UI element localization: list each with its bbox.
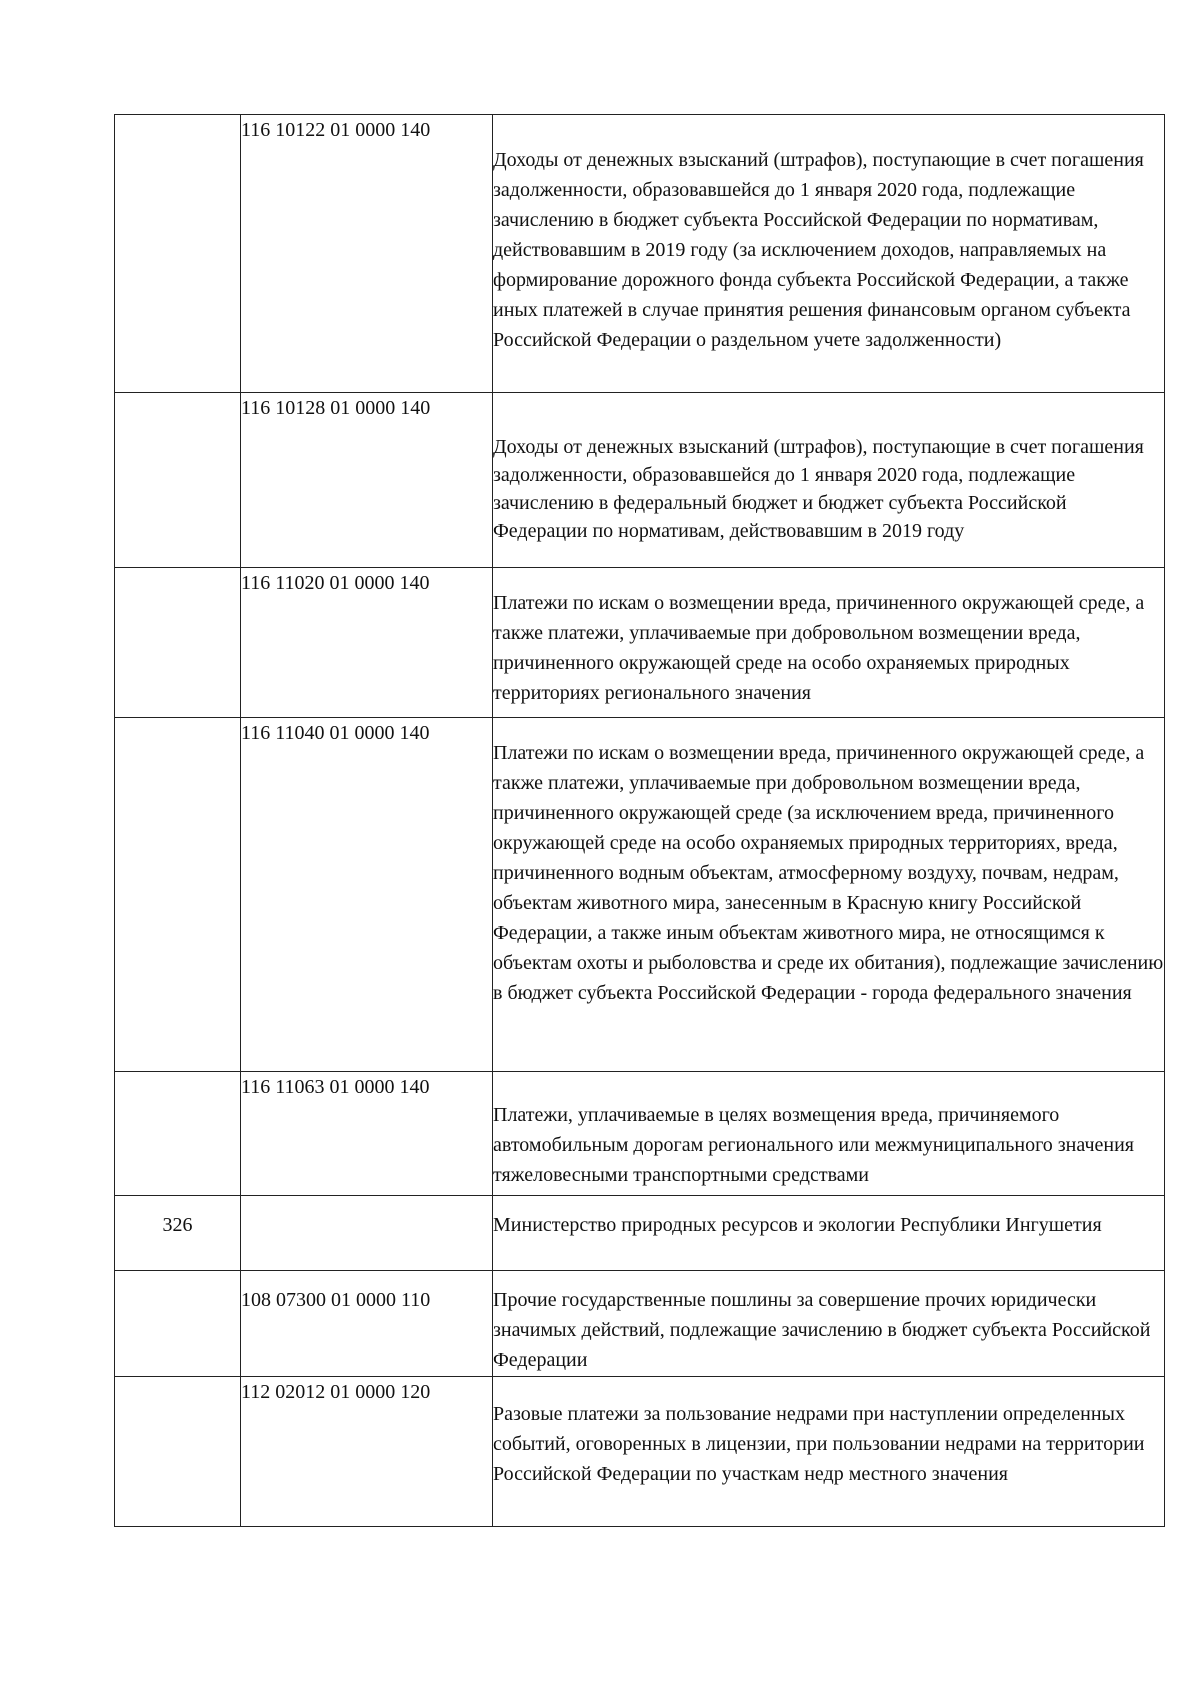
table-row bbox=[115, 393, 1165, 568]
budget-code-cell: 116 11063 01 0000 140 bbox=[241, 1072, 493, 1196]
description-cell: Платежи, уплачиваемые в целях возмещения вреда, причиняемого автомобильным дорогам регионального или межмуниципального значения тяжеловесными транспортными средствами bbox=[493, 1072, 1165, 1196]
table-row bbox=[115, 568, 1165, 718]
table-row bbox=[115, 115, 1165, 393]
description-cell: Министерство природных ресурсов и экологии Республики Ингушетия bbox=[493, 1196, 1165, 1271]
table-row bbox=[115, 1377, 1165, 1527]
description-cell: Разовые платежи за пользование недрами при наступлении определенных событий, оговоренных в лицензии, при пользовании недрами на территории Российской Федерации по участкам недр местного значения bbox=[493, 1377, 1165, 1527]
admin-code-cell bbox=[115, 718, 241, 1072]
admin-code-cell: 326 bbox=[115, 1196, 241, 1271]
admin-code-cell bbox=[115, 393, 241, 568]
admin-code-cell bbox=[115, 115, 241, 393]
budget-code-cell: 116 11040 01 0000 140 bbox=[241, 718, 493, 1072]
admin-code-cell bbox=[115, 1072, 241, 1196]
description-cell: Доходы от денежных взысканий (штрафов), поступающие в счет погашения задолженности, образовавшейся до 1 января 2020 года, подлежащие зачислению в бюджет субъекта Российской Федерации по нормативам, действовавшим в 2019 году (за исключением доходов, направляемых на формирование дорожного фонда субъекта Российской Федерации, а также иных платежей в случае принятия решения финансовым органом субъекта Российской Федерации о раздельном учете задолженности) bbox=[493, 115, 1165, 393]
budget-code-cell bbox=[241, 1196, 493, 1271]
budget-code-cell: 116 11020 01 0000 140 bbox=[241, 568, 493, 718]
budget-code-cell: 112 02012 01 0000 120 bbox=[241, 1377, 493, 1527]
table-row bbox=[115, 718, 1165, 1072]
budget-code-cell: 108 07300 01 0000 110 bbox=[241, 1271, 493, 1377]
table-row bbox=[115, 1271, 1165, 1377]
budget-code-cell: 116 10122 01 0000 140 bbox=[241, 115, 493, 393]
admin-code-cell bbox=[115, 1271, 241, 1377]
description-cell: Платежи по искам о возмещении вреда, причиненного окружающей среде, а также платежи, уплачиваемые при добровольном возмещении вреда, причиненного окружающей среде (за исключением вреда, причиненного окружающей среде на особо охраняемых природных территориях, вреда, причиненного водным объектам, атмосферному воздуху, почвам, недрам, объектам животного мира, занесенным в Красную книгу Российской Федерации, а также иным объектам животного мира, не относящимся к объектам охоты и рыболовства и среде их обитания), подлежащие зачислению в бюджет субъекта Российской Федерации - города федерального значения bbox=[493, 718, 1165, 1072]
admin-code-cell bbox=[115, 1377, 241, 1527]
budget-codes-table bbox=[114, 114, 1165, 1527]
admin-code-cell bbox=[115, 568, 241, 718]
table-row bbox=[115, 1072, 1165, 1196]
budget-code-cell: 116 10128 01 0000 140 bbox=[241, 393, 493, 568]
table-row bbox=[115, 1196, 1165, 1271]
description-cell: Прочие государственные пошлины за совершение прочих юридически значимых действий, подлежащие зачислению в бюджет субъекта Российской Федерации bbox=[493, 1271, 1165, 1377]
description-cell: Доходы от денежных взысканий (штрафов), поступающие в счет погашения задолженности, образовавшейся до 1 января 2020 года, подлежащие зачислению в федеральный бюджет и бюджет субъекта Российской Федерации по нормативам, действовавшим в 2019 году bbox=[493, 393, 1165, 568]
description-cell: Платежи по искам о возмещении вреда, причиненного окружающей среде, а также платежи, уплачиваемые при добровольном возмещении вреда, причиненного окружающей среде на особо охраняемых природных территориях регионального значения bbox=[493, 568, 1165, 718]
